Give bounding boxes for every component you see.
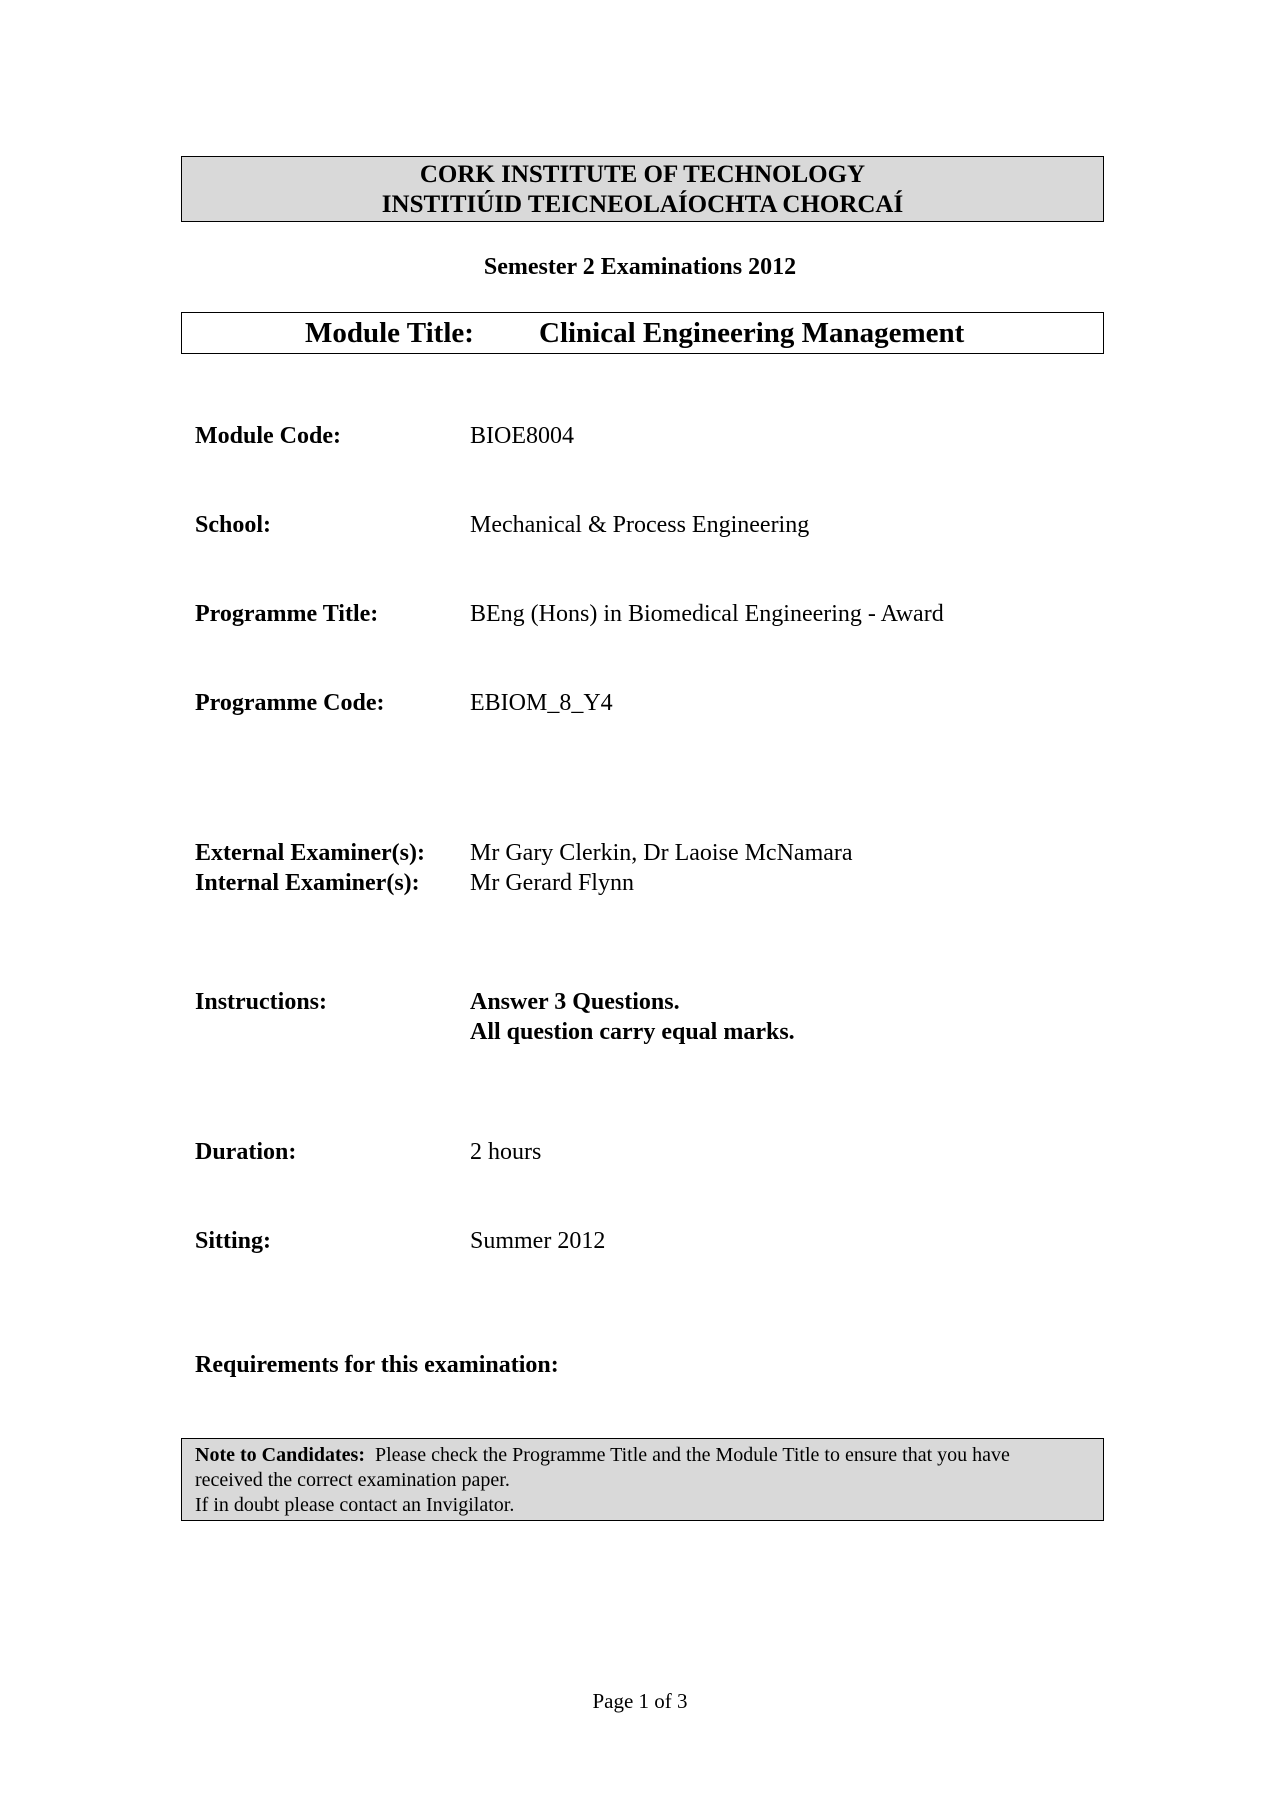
internal-examiners-label: Internal Examiner(s): — [195, 870, 420, 896]
programme-title-label: Programme Title: — [195, 601, 379, 627]
institute-name-irish: INSTITIÚID TEICNEOLAÍOCHTA CHORCAÍ — [381, 191, 904, 218]
note-label: Note to Candidates: — [195, 1444, 365, 1466]
programme-code-label: Programme Code: — [195, 690, 385, 716]
instructions-label: Instructions: — [195, 989, 328, 1015]
page-number: Page 1 of 3 — [592, 1689, 688, 1713]
external-examiners-label: External Examiner(s): — [195, 840, 425, 866]
programme-code-value: EBIOM_8_Y4 — [470, 690, 613, 716]
note-line-1 — [195, 1443, 1093, 1468]
instructions-line-2: All question carry equal marks. — [470, 1019, 795, 1045]
note-to-candidates-box — [181, 1438, 1104, 1521]
external-examiners-value: Mr Gary Clerkin, Dr Laoise McNamara — [470, 840, 853, 866]
module-code-value: BIOE8004 — [470, 423, 574, 449]
duration-value: 2 hours — [470, 1139, 542, 1165]
school-value: Mechanical & Process Engineering — [470, 512, 810, 538]
sitting-value: Summer 2012 — [470, 1228, 606, 1254]
module-title-value: Clinical Engineering Management — [539, 317, 965, 349]
note-text-line-3: If in doubt please contact an Invigilator. — [195, 1494, 515, 1516]
sitting-label: Sitting: — [195, 1228, 272, 1254]
note-text-line-2: received the correct examination paper. — [195, 1469, 510, 1491]
duration-label: Duration: — [195, 1139, 297, 1165]
programme-title-value: BEng (Hons) in Biomedical Engineering - Award — [470, 601, 944, 627]
internal-examiners-value: Mr Gerard Flynn — [470, 870, 634, 896]
module-title-box — [181, 312, 1104, 354]
institute-header — [181, 156, 1104, 222]
note-text-line-1: Please check the Programme Title and the Module Title to ensure that you have — [375, 1444, 1010, 1466]
requirements-heading: Requirements for this examination: — [195, 1352, 559, 1378]
module-code-label: Module Code: — [195, 423, 341, 449]
instructions-line-1: Answer 3 Questions. — [470, 989, 680, 1015]
institute-name-english: CORK INSTITUTE OF TECHNOLOGY — [419, 161, 866, 188]
school-label: School: — [195, 512, 272, 538]
semester-heading: Semester 2 Examinations 2012 — [483, 254, 797, 280]
module-title-label: Module Title: — [305, 317, 474, 349]
